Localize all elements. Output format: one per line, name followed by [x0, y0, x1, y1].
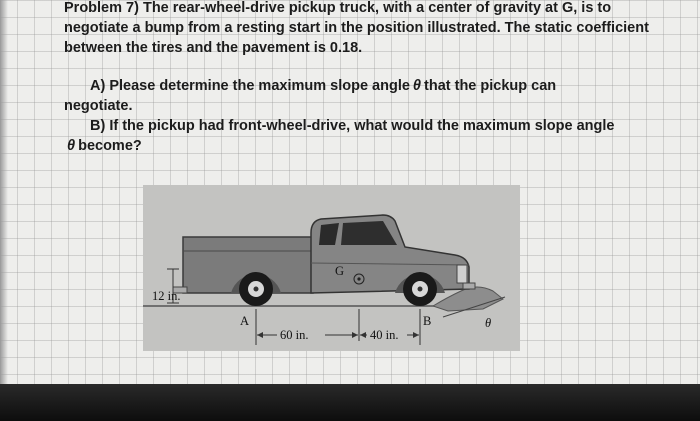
theta-symbol: θ — [412, 78, 422, 94]
front-bumper — [463, 283, 475, 289]
truck-diagram-svg — [143, 185, 520, 351]
monitor-bezel — [0, 384, 700, 421]
grille — [457, 265, 467, 283]
label-theta: θ — [485, 316, 492, 330]
part-a-question — [64, 76, 624, 116]
label-g: G — [335, 264, 345, 278]
truck-diagram — [143, 185, 520, 351]
part-a-prefix: A) Please determine the maximum slope angle — [90, 78, 410, 94]
label-height: 12 in. — [152, 289, 181, 303]
problem-statement: Problem 7) The rear-wheel-drive pickup truck, with a center of gravity at G, is to negotiate a bump from a resting start in the position illustrated. The static coefficient between the tires and the pavement is 0.18. — [64, 0, 649, 56]
part-b-prefix: B) If the pickup had front-wheel-drive, what would the maximum slope angle — [90, 118, 615, 134]
page-edge-shadow — [0, 0, 8, 384]
part-a-suffix: that the pickup can negotiate. — [64, 78, 557, 114]
label-b: B — [423, 314, 432, 328]
label-a: A — [240, 314, 250, 328]
label-dim-40: 40 in. — [370, 328, 399, 342]
label-dim-60: 60 in. — [280, 328, 309, 342]
part-b-suffix: become? — [78, 138, 142, 154]
part-b-question — [64, 116, 624, 156]
theta-symbol: θ — [67, 138, 76, 154]
